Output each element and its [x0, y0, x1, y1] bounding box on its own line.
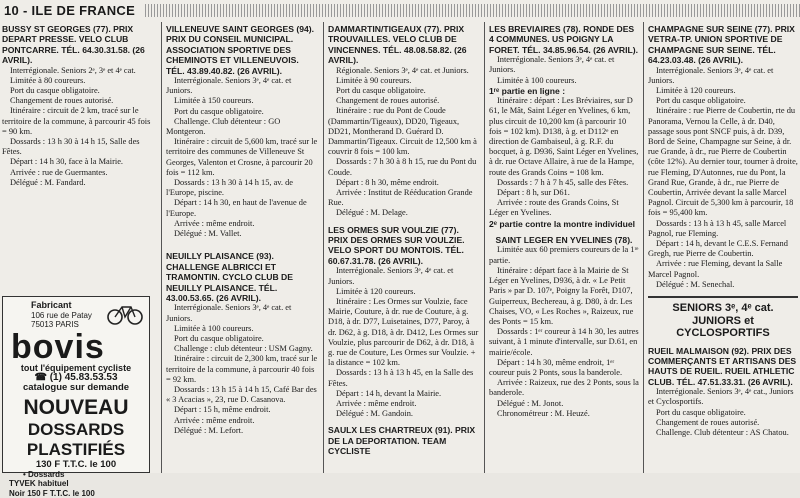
- column-divider: [484, 22, 485, 473]
- race-subheading: 2ᵉ partie contre la montre individuel: [489, 219, 639, 229]
- bovis-logo: bovis: [3, 330, 149, 364]
- race-delegue: Délégué : M. Senechal.: [648, 280, 798, 290]
- race-info: Challenge. Club détenteur : AS Chatou.: [648, 428, 798, 438]
- column-4: [489, 24, 639, 473]
- ad-fabricant: Fabricant: [31, 301, 92, 311]
- race-depart: Départ : 8 h 30, même endroit.: [328, 178, 480, 188]
- race-title: DAMMARTIN/TIGEAUX (77). PRIX TROUVAILLES. VELO CLUB DE VINCENNES. TÉL. 48.08.58.82. (26 AVRIL).: [328, 24, 480, 66]
- race-itinerary: Itinéraire : départ : Les Bréviaires, sur D 61, le Mât, Saint Léger en Yvelines, 6 km, plus circuit de 10,200 km (à parcourir 10 fois = 102 km). D138, à g. et D112ᵉ en direction de Gambaiseul, à g. R.F. du bocquet, à g. D936, Saint Léger en Yvelines, à dr. rue Octave Allaire, à rue de la Hampe, route des Grands Coins = 108 km.: [489, 96, 639, 178]
- race-info: Port du casque obligatoire.: [2, 86, 156, 96]
- race-info: Challenge. Club détenteur : GO Montgeron.: [166, 117, 318, 137]
- race-title: SAINT LEGER EN YVELINES (78).: [489, 235, 639, 245]
- race-arrivee: Arrivée : rue Fleming, devant la Salle Marcel Pagnol.: [648, 259, 798, 279]
- ad-tyvek: TYVEK habituel: [3, 479, 149, 489]
- race-dossards: Dossards : 1ᵉʳ coureur à 14 h 30, les autres suivant, à 1 minute d'intervalle, sur D.61, en mairie/école.: [489, 327, 639, 358]
- race-info: Port du casque obligatoire.: [166, 107, 318, 117]
- race-title: VILLENEUVE SAINT GEORGES (94). PRIX DU CONSEIL MUNICIPAL. ASSOCIATION SPORTIVE DES CHEMINOTS ET VILLENEUVOIS. TÉL. 43.89.40.82. (26 AVRIL).: [166, 24, 318, 76]
- header-rule: [145, 4, 800, 17]
- ad-nouveau: NOUVEAU: [3, 396, 149, 420]
- race-info: Limitée à 120 coureurs.: [648, 86, 798, 96]
- race-info: Interrégionale. Seniors 3ᵉ, 4ᵉ cat. et Juniors.: [328, 266, 480, 286]
- race-itinerary: Itinéraire : rue Pierre de Coubertin, rte du Panorama, Vernou la Celle, à dr. D40, passage sous pont SNCF puis, à dr. D39, Bord de Seine, Champagne sur Seine, à dr. rue Grande, à dr., rue Pierre de Coubertin (côte 12%). Au dernier tour, tourner à droite, rue Fleming, D'Autonnes, rue du Pont, la Grand Rue, Grande, à dr., rue Pierre de Coubertin, Arrivée devant la salle Marcel Pagnol. Circuit de 5,300 km à parcourir, 18 fois = 95,400 km.: [648, 106, 798, 218]
- race-itinerary: Itinéraire : circuit de 5,600 km, tracé sur le territoire des communes de Villeneuve St Georges, Valenton et Crosne, à parcourir 20 fois = 112 km.: [166, 137, 318, 178]
- ad-address-line: 106 rue de Patay: [31, 311, 92, 321]
- race-info: Challenge : club détenteur : USM Gagny.: [166, 344, 318, 354]
- race-info: Port du casque obligatoire.: [166, 334, 318, 344]
- page-header: [0, 0, 800, 20]
- column-5: [648, 24, 798, 473]
- race-depart: Départ : 14 h, devant la Mairie.: [328, 389, 480, 399]
- race-title: NEUILLY PLAISANCE (93). CHALLENGE ALBRICCI ET TRAMONTIN. CYCLO CLUB DE NEUILLY PLAISANCE. TÉL. 43.00.53.65. (26 AVRIL).: [166, 251, 318, 303]
- column-2: [166, 24, 318, 473]
- race-info: Port du casque obligatoire.: [328, 86, 480, 96]
- race-delegue: Délégué : M. Gandoin.: [328, 409, 480, 419]
- race-dossards: Dossards : 13 h à 13 h 45, en la Salle des Fêtes.: [328, 368, 480, 388]
- race-title: CHAMPAGNE SUR SEINE (77). PRIX VETRA-TP. UNION SPORTIVE DE CHAMPAGNE SUR SEINE. TÉL. 64.23.03.48. (26 AVRIL).: [648, 24, 798, 66]
- race-info: Interrégionale. Seniors 3ᵉ, 4ᵉ cat., Juniors et Cyclosportifs.: [648, 387, 798, 407]
- race-itinerary: Itinéraire : rue du Pont de Coude (Dammartin/Tigeaux), DD20, Tigeaux, DD21, Montherand D. Guérard D. Dammartin/Tigeaux. Circuit de 12,500 km à couvrir 8 fois = 100 km.: [328, 106, 480, 157]
- race-depart: Départ : 8 h, sur D61.: [489, 188, 639, 198]
- column-divider: [643, 22, 644, 473]
- race-dossards: Dossards : 7 h 30 à 8 h 15, rue du Pont du Coude.: [328, 157, 480, 177]
- race-itinerary: Itinéraire : Les Ormes sur Voulzie, face Mairie, Couture, à dr. rue de Couture, à g. D18, à dr. D77, Luisetaines, D77, Paroy, à dr. D62, à g. D18, à dr. D412, Les Ormes sur Voulzie, plus parcourir de D62, à dr. D18, à g. rue de Couture, Les Ormes sur Voulzie. + la distance = 102 km.: [328, 297, 480, 368]
- ad-phone: ☎ (1) 45.83.53.53: [3, 373, 149, 383]
- race-dossards: Dossards : 13 h 30 à 14 h 15, av. de l'Europe, piscine.: [166, 178, 318, 198]
- race-title: SAULX LES CHARTREUX (91). PRIX DE LA DEPORTATION. TEAM CYCLISTE: [328, 425, 480, 456]
- ad-dossards: DOSSARDS: [3, 420, 149, 440]
- race-delegue: Délégué : M. Delage.: [328, 208, 480, 218]
- race-delegue: Délégué : M. Jonot.: [489, 399, 639, 409]
- race-depart: Départ : 14 h 30, face à la Mairie.: [2, 157, 156, 167]
- race-depart: Départ : 14 h, devant le C.E.S. Fernand Gregh, rue Pierre de Coubertin.: [648, 239, 798, 259]
- race-arrivee: Arrivée : rue de Guermantes.: [2, 168, 156, 178]
- bovis-advertisement: [2, 296, 150, 473]
- race-info: Interrégionale. Seniors 3ᵉ, 4ᵉ cat. et Juniors.: [489, 55, 639, 75]
- ad-catalogue: catalogue sur demande: [3, 383, 149, 393]
- race-title: BUSSY ST GEORGES (77). PRIX DEPART PRESSE. VELO CLUB PONTCARRE. TÉL. 64.30.31.58. (26 AVRIL).: [2, 24, 156, 66]
- race-info: Changement de roues autorisé.: [328, 96, 480, 106]
- race-delegue: Délégué : M. Lefort.: [166, 426, 318, 436]
- race-dossards: Dossards : 7 h à 7 h 45, salle des Fêtes.: [489, 178, 639, 188]
- race-info: Changement de roues autorisé.: [648, 418, 798, 428]
- race-title: LES BREVIAIRES (78). RONDE DES 4 COMMUNES. US POIGNY LA FORET. TÉL. 34.85.96.54. (26 AVRIL).: [489, 24, 639, 55]
- race-title: RUEIL MALMAISON (92). PRIX DES COMMERÇANTS ET ARTISANS DES HAUTS DE RUEIL. RUEIL ATHLETIC CLUB. TÉL. 47.51.33.31. (26 AVRIL).: [648, 346, 798, 388]
- race-info: Interrégionale. Seniors 2ᵉ, 3ᵉ et 4ᵉ cat.: [2, 66, 156, 76]
- race-dossards: Dossards : 13 h 15 à 14 h 15, Café Bar des « 3 Acacias », 23, rue D. Casanova.: [166, 385, 318, 405]
- bicycle-icon: [107, 301, 143, 325]
- race-subheading: 1ʳᵉ partie en ligne :: [489, 86, 639, 96]
- column-divider: [161, 22, 162, 473]
- race-arrivee: Arrivée : même endroit.: [166, 416, 318, 426]
- race-delegue: Délégué : M. Vallet.: [166, 229, 318, 239]
- race-info: Limitée à 120 coureurs.: [328, 287, 480, 297]
- ad-price: 130 F T.T.C. le 100: [3, 460, 149, 470]
- race-info: Limitée à 80 coureurs.: [2, 76, 156, 86]
- race-itinerary: Itinéraire : circuit de 2 km, tracé sur le territoire de la commune, à parcourir 45 fois = 90 km.: [2, 106, 156, 137]
- race-arrivee: Arrivée : même endroit.: [328, 399, 480, 409]
- race-chronometreur: Chronométreur : M. Heuzé.: [489, 409, 639, 419]
- race-depart: Départ : 14 h 30, en haut de l'avenue de l'Europe.: [166, 198, 318, 218]
- ad-plastifies: PLASTIFIÉS: [3, 440, 149, 460]
- column-3: [328, 24, 480, 473]
- race-depart: Départ : 15 h, même endroit.: [166, 405, 318, 415]
- race-info: Interrégionale. Seniors 3ᵉ, 4ᵉ cat. et Juniors.: [648, 66, 798, 86]
- column-1: [2, 24, 156, 473]
- race-info: Régionale. Seniors 3ᵉ, 4ᵉ cat. et Juniors.: [328, 66, 480, 76]
- race-info: Changement de roues autorisé.: [2, 96, 156, 106]
- ad-tagline: tout l'équipement cycliste: [3, 364, 149, 374]
- race-arrivee: Arrivée : Institut de Rééducation Grande Rue.: [328, 188, 480, 208]
- race-depart: Départ : 14 h 30, même endroit, 1ᵉʳ coureur puis 2 Ponts, sous la banderole.: [489, 358, 639, 378]
- race-arrivee: Arrivée : Raizeux, rue des 2 Ponts, sous la banderole.: [489, 378, 639, 398]
- section-title: 10 - ILE DE FRANCE: [4, 3, 135, 18]
- race-info: Limitée à 150 coureurs.: [166, 96, 318, 106]
- ad-bullet: • Dossards: [3, 470, 149, 480]
- race-arrivee: Arrivée : même endroit.: [166, 219, 318, 229]
- category-heading: SENIORS 3ᵉ, 4ᵉ cat. JUNIORS et CYCLOSPORTIFS: [648, 302, 798, 340]
- column-divider: [323, 22, 324, 473]
- race-info: Limitée aux 60 premiers coureurs de la 1ʳᵉ partie.: [489, 245, 639, 265]
- race-info: Limitée à 90 coureurs.: [328, 76, 480, 86]
- race-info: Port du casque obligatoire.: [648, 408, 798, 418]
- ad-noir: Noir 150 F T.T.C. le 100: [3, 489, 149, 498]
- race-arrivee: Arrivée : route des Grands Coins, St Léger en Yvelines.: [489, 198, 639, 218]
- race-dossards: Dossards : 13 h à 13 h 45, salle Marcel Pagnol, rue Fleming.: [648, 219, 798, 239]
- race-title: LES ORMES SUR VOULZIE (77). PRIX DES ORMES SUR VOULZIE. VELO SPORT DU MONTOIS. TÉL. 60.67.31.78. (26 AVRIL).: [328, 225, 480, 267]
- race-info: Limitée à 100 coureurs.: [166, 324, 318, 334]
- ad-address-line: 75013 PARIS: [31, 320, 92, 330]
- race-info: Limitée à 100 coureurs.: [489, 76, 639, 86]
- race-dossards: Dossards : 13 h 30 à 14 h 15, Salle des Fêtes.: [2, 137, 156, 157]
- category-box: [648, 296, 798, 340]
- race-info: Interrégionale. Seniors 3ᵉ, 4ᵉ cat. et Juniors.: [166, 303, 318, 323]
- race-info: Interrégionale. Seniors 3ᵉ, 4ᵉ cat. et Juniors.: [166, 76, 318, 96]
- race-info: Port du casque obligatoire.: [648, 96, 798, 106]
- race-delegue: Délégué : M. Fandard.: [2, 178, 156, 188]
- race-itinerary: Itinéraire : circuit de 2,300 km, tracé sur le territoire de la commune, à parcourir 40 fois = 92 km.: [166, 354, 318, 385]
- race-itinerary: Itinéraire : départ face à la Mairie de St Léger en Yvelines, D936, à dr. « Le Petit Paris » par D. 107ᵉ, Poigny la Forêt, D107, Guiperreux, Bechereau, à g. D80, à dr. Les Chaises, VO, « Les Roches », Raizeux, rue des Ponts = 15 km.: [489, 266, 639, 327]
